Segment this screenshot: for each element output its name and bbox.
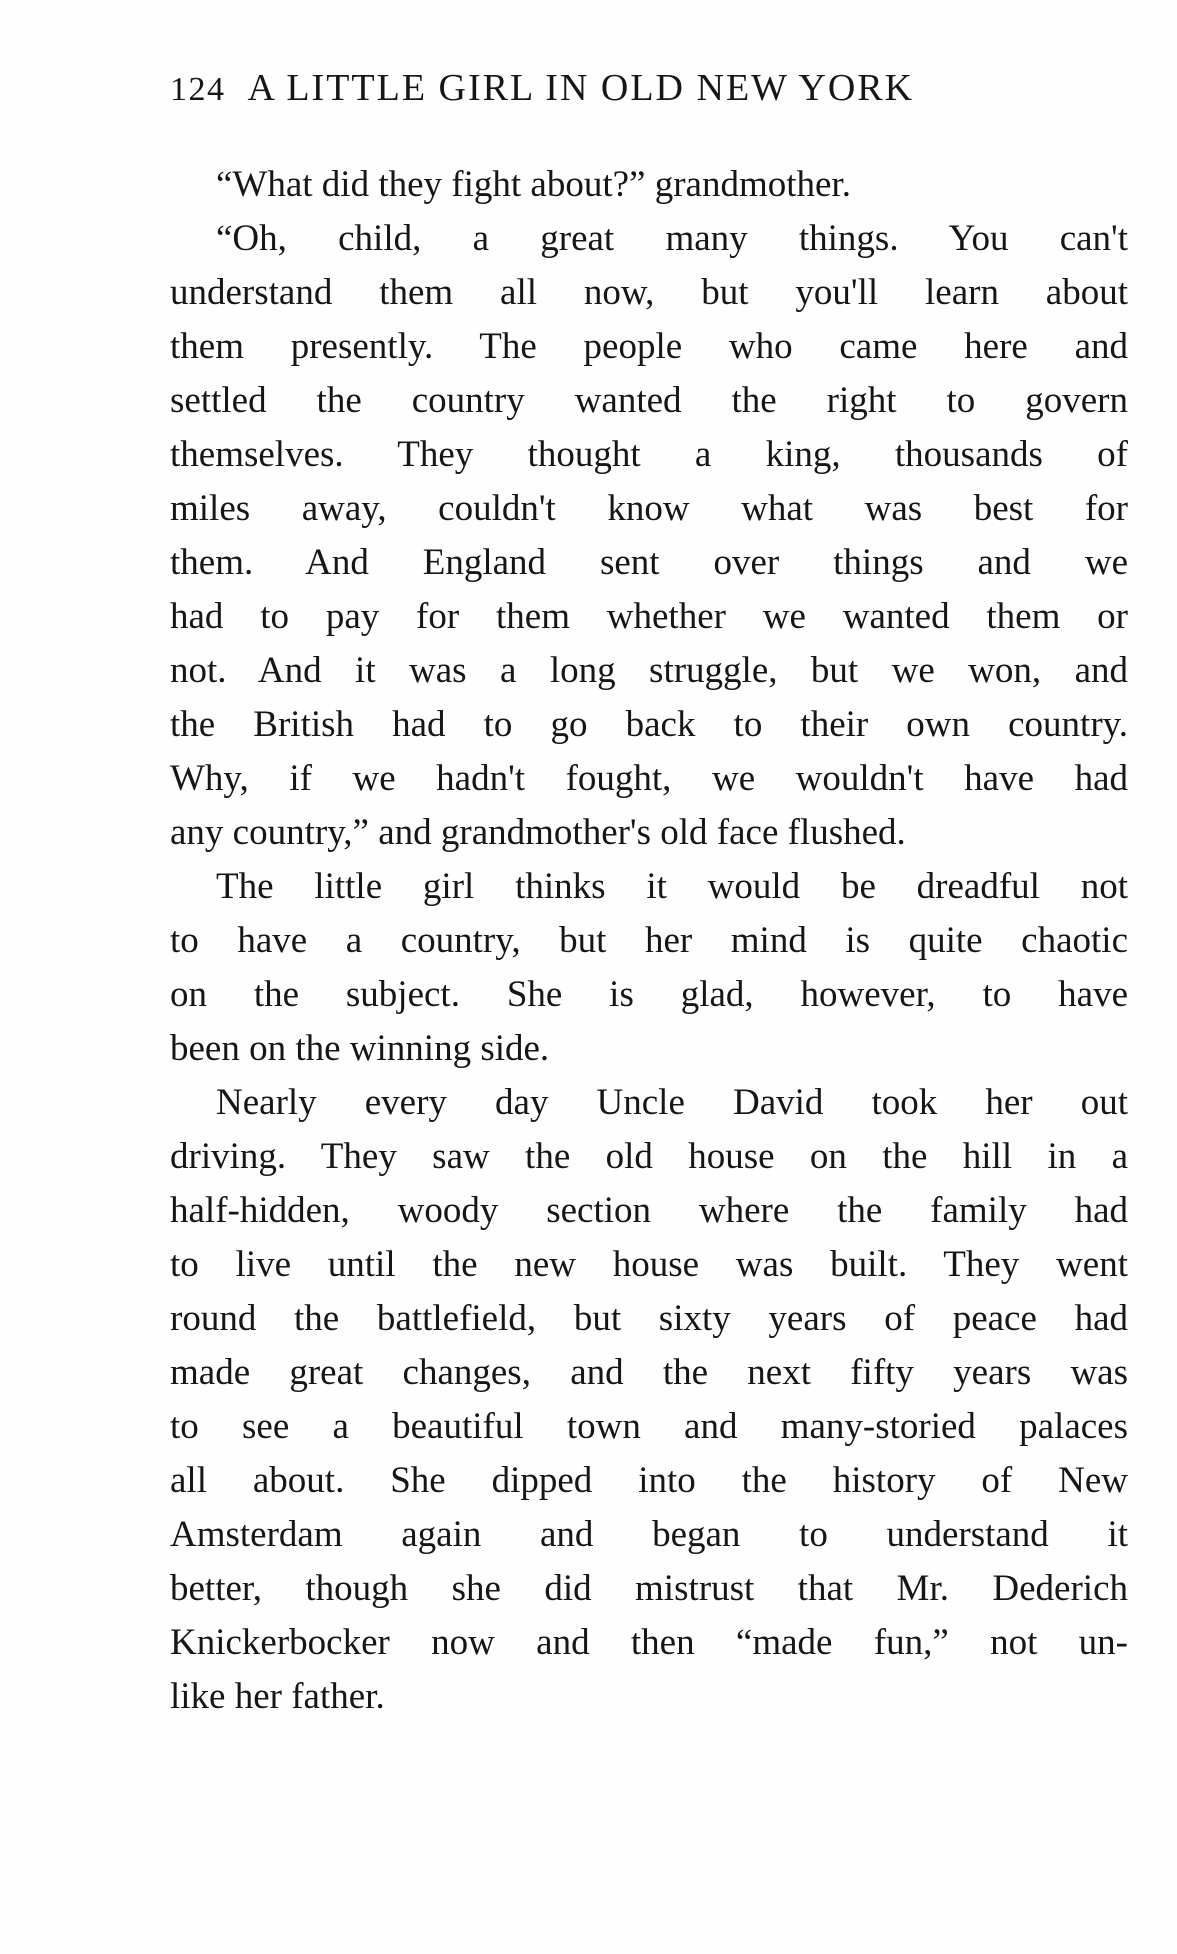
- text-line: driving. They saw the old house on the hill in a: [170, 1136, 1128, 1177]
- text-line: better, though she did mistrust that Mr. Dederich: [170, 1568, 1128, 1609]
- text-line: to live until the new house was built. They went: [170, 1244, 1128, 1285]
- text-line: made great changes, and the next fifty years was: [170, 1352, 1128, 1393]
- text-line: half-hidden, woody section where the family had: [170, 1190, 1128, 1231]
- text-line: The little girl thinks it would be dreadful not: [216, 866, 1128, 907]
- text-line: “What did they fight about?” grandmother.: [216, 164, 851, 205]
- text-line: them. And England sent over things and we: [170, 542, 1128, 583]
- body-text: [170, 158, 1128, 1724]
- running-title: A LITTLE GIRL IN OLD NEW YORK: [247, 67, 915, 109]
- text-line: all about. She dipped into the history of New: [170, 1460, 1128, 1501]
- text-line: miles away, couldn't know what was best for: [170, 488, 1128, 529]
- text-line: Knickerbocker now and then “made fun,” not un-: [170, 1622, 1128, 1663]
- text-line: Nearly every day Uncle David took her out: [216, 1082, 1128, 1123]
- text-line: themselves. They thought a king, thousands of: [170, 434, 1128, 475]
- page-number: 124: [170, 71, 226, 108]
- text-line: Why, if we hadn't fought, we wouldn't have had: [170, 758, 1128, 799]
- text-line: settled the country wanted the right to govern: [170, 380, 1128, 421]
- text-line: like her father.: [170, 1676, 385, 1717]
- text-line: been on the winning side.: [170, 1028, 550, 1069]
- text-line: them presently. The people who came here and: [170, 326, 1128, 367]
- text-line: to see a beautiful town and many-storied palaces: [170, 1406, 1128, 1447]
- text-line: “Oh, child, a great many things. You can't: [216, 218, 1128, 259]
- text-line: any country,” and grandmother's old face flushed.: [170, 812, 906, 853]
- text-line: had to pay for them whether we wanted them or: [170, 596, 1128, 637]
- text-line: to have a country, but her mind is quite chaotic: [170, 920, 1128, 961]
- text-line: the British had to go back to their own country.: [170, 704, 1128, 745]
- page-header: [170, 66, 1040, 126]
- text-line: understand them all now, but you'll learn about: [170, 272, 1128, 313]
- text-line: round the battlefield, but sixty years of peace had: [170, 1298, 1128, 1339]
- text-line: Amsterdam again and began to understand it: [170, 1514, 1128, 1555]
- text-line: on the subject. She is glad, however, to have: [170, 974, 1128, 1015]
- text-line: not. And it was a long struggle, but we won, and: [170, 650, 1128, 691]
